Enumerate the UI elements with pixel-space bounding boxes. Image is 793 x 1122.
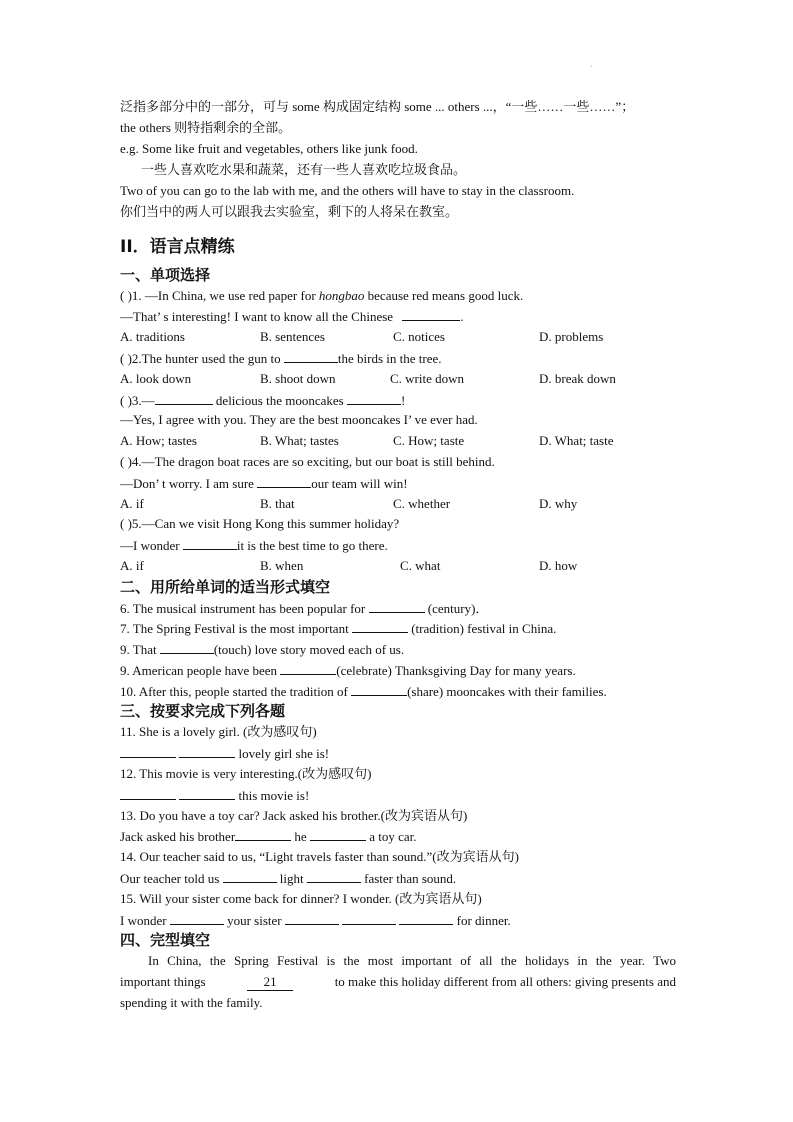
q15-answer [120,912,511,929]
q7-line [120,620,556,637]
q14-blank-1[interactable] [223,870,277,883]
q15-blank-4[interactable] [399,912,453,925]
passage-line-1: In China, the Spring Festival is the most important of all the holidays in the year. Two [148,953,676,968]
q7-text-b: (tradition) festival in China. [411,621,557,636]
q2-blank[interactable] [284,350,338,363]
q12-blank-1[interactable] [120,787,176,800]
q15-text-c: for dinner. [456,913,511,928]
q3-blank-1[interactable] [155,392,213,405]
q13-answer [120,828,417,845]
q11-prompt: 11. She is a lovely girl. (改为感叹句) [120,724,317,739]
passage-text-b: to make this holiday different from all others: giving presents and [334,974,676,989]
q8-text-a: 9. That [120,642,157,657]
q12-blank-2[interactable] [179,787,235,800]
q7-text-a: 7. The Spring Festival is the most important [120,621,349,636]
q2-option-b: B. shoot down [260,371,336,386]
q3-line-1 [120,392,405,409]
q2-option-c: C. write down [390,371,465,386]
q13-text-b: he [294,829,307,844]
part4-title: 四、完型填空 [120,931,211,949]
q9-blank[interactable] [280,662,336,675]
q10-line [120,683,607,700]
q1-italic: hongbao [318,288,365,303]
q10-text-a: 10. After this, people started the tradition of [120,684,348,699]
intro-line-4: 一些人喜欢吃水果和蔬菜，还有一些人喜欢吃垃圾食品。 [141,162,467,177]
q3-text-c: ! [400,393,406,408]
q5-line-2 [120,537,388,554]
passage-line-2 [120,974,676,991]
q5-option-c: C. what [400,558,441,573]
q6-line [120,600,488,617]
q15-blank-3[interactable] [342,912,396,925]
q5-line-1: ( )5.—Can we visit Hong Kong this summer holiday? [120,516,400,531]
q15-text-a: I wonder [120,913,167,928]
q3-option-d: D. What; taste [539,433,614,448]
q12-prompt: 12. This movie is very interesting.(改为感叹句) [120,766,372,781]
q3-text-b: delicious the mooncakes [215,393,344,408]
q11-blank-2[interactable] [179,745,235,758]
intro-line-6: 你们当中的两人可以跟我去实验室，剩下的人将呆在教室。 [120,204,459,219]
part1-title: 一、单项选择 [120,266,211,284]
q4-text-c: our team will win! [311,476,408,491]
q4-text-b: —Don’ t worry. I am sure [120,476,254,491]
q1-option-b: B. sentences [260,329,325,344]
q1-line-2: —That’ s interesting! I want to know all the Chinese . [120,309,464,324]
q15-text-b: your sister [227,913,282,928]
corner-mark: · [590,62,593,71]
q2-option-a: A. look down [120,371,192,386]
q15-blank-1[interactable] [170,912,224,925]
q4-option-a: A. if [120,496,144,511]
q10-text-b: (share) mooncakes with their families. [407,684,607,699]
q4-line-1: ( )4.—The dragon boat races are so exciting, but our boat is still behind. [120,454,495,469]
q3-text-a: ( )3.— [120,393,155,408]
q15-blank-2[interactable] [285,912,339,925]
q1-text-a: ( )1. —In China, we use red paper for [120,288,319,303]
q14-prompt: 14. Our teacher said to us, “Light travels faster than sound.”(改为宾语从句) [120,849,519,864]
q1-option-a: A. traditions [120,329,185,344]
part3-title: 三、按要求完成下列各题 [120,702,286,720]
q1-text-c: —That’ s interesting! I want to know all the Chinese [120,309,394,324]
passage-text-a: important things [120,974,206,989]
q3-option-a: A. How; tastes [120,433,197,448]
part2-title: 二、用所给单词的适当形式填空 [120,578,331,596]
q5-text-c: it is the best time to go there. [236,538,388,553]
q14-blank-2[interactable] [307,870,361,883]
q11-blank-1[interactable] [120,745,176,758]
q11-text: lovely girl she is! [238,746,330,761]
q15-prompt: 15. Will your sister come back for dinner? I wonder. (改为宾语从句) [120,891,482,906]
q5-blank[interactable] [183,537,237,550]
q5-option-a: A. if [120,558,144,573]
q1-option-c: C. notices [393,329,445,344]
q14-text-a: Our teacher told us [120,871,220,886]
q3-option-c: C. How; taste [393,433,465,448]
q4-option-d: D. why [539,496,578,511]
q6-text-b: (century)． [427,601,489,616]
q6-blank[interactable] [369,600,425,613]
q10-blank[interactable] [351,683,407,696]
q14-answer [120,870,456,887]
q1-line-1 [120,288,523,304]
q3-blank-2[interactable] [347,392,401,405]
intro-line-5: Two of you can go to the lab with me, and the others will have to stay in the classroom. [120,183,575,198]
blank-21[interactable]: 21 [247,974,293,991]
q14-text-b: light [279,871,304,886]
intro-line-1: 泛指多部分中的一部分，可与 some 构成固定结构 some ... others ...，“一些……一些……”； [120,99,635,114]
q14-text-c: faster than sound. [364,871,457,886]
q13-text-c: a toy car. [369,829,417,844]
q13-blank-2[interactable] [310,828,366,841]
q9-line [120,662,576,679]
q3-line-2: —Yes, I agree with you. They are the best mooncakes I’ ve ever had. [120,412,478,427]
q2-text-b: the birds in the tree. [337,351,442,366]
q7-blank[interactable] [352,620,408,633]
q2-line-1 [120,350,442,367]
q1-text-b: because red means good luck. [364,288,524,303]
q3-option-b: B. What; tastes [260,433,339,448]
q8-text-b: (touch) love story moved each of us. [213,642,405,657]
q11-answer [120,745,329,762]
q2-option-d: D. break down [539,371,616,386]
intro-line-3: e.g. Some like fruit and vegetables, others like junk food. [120,141,418,156]
q1-option-d: D. problems [539,329,604,344]
q5-option-d: D. how [539,558,578,573]
q4-blank[interactable] [257,475,311,488]
q1-blank[interactable] [402,308,460,321]
q13-blank-1[interactable] [235,828,291,841]
q2-text-a: ( )2.The hunter used the gun to [120,351,281,366]
q13-text-a: Jack asked his brother [120,829,236,844]
q4-option-c: C. whether [393,496,451,511]
intro-line-2: the others 则特指剩余的全部。 [120,120,292,135]
q9-text-b: (celebrate) Thanksgiving Day for many years. [336,663,576,678]
q5-text-b: —I wonder [120,538,180,553]
q12-answer [120,787,309,804]
q4-option-b: B. that [260,496,295,511]
q8-line [120,641,404,658]
section-title: II．语言点精练 [120,237,235,257]
q8-blank[interactable] [160,641,214,654]
q6-text-a: 6. The musical instrument has been popular for [120,601,366,616]
q9-text-a: 9. American people have been [120,663,278,678]
q13-prompt: 13. Do you have a toy car? Jack asked his brother.(改为宾语从句) [120,808,468,823]
q5-option-b: B. when [260,558,304,573]
passage-line-3: spending it with the family. [120,995,263,1010]
q4-line-2 [120,475,408,492]
q12-text: this movie is! [238,788,310,803]
